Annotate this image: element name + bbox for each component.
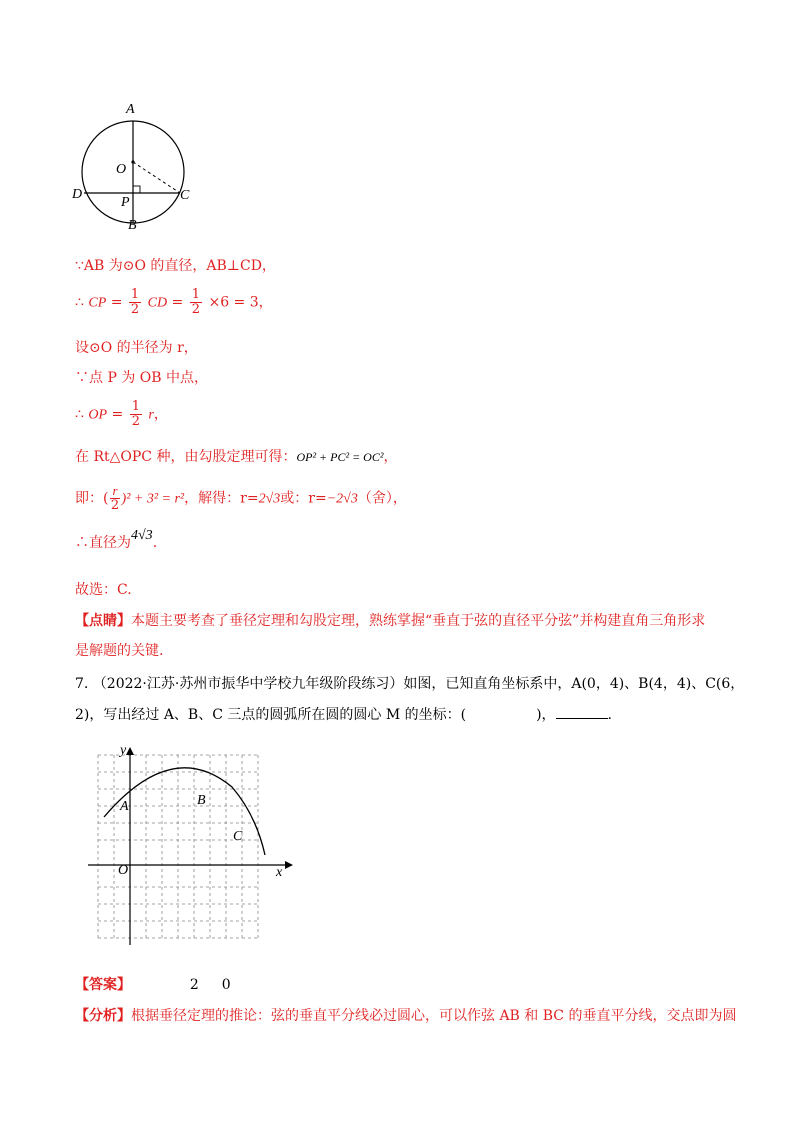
answer-y: 0: [221, 977, 231, 993]
label-d: D: [72, 187, 83, 202]
solution-line-9: 故选：C.: [75, 582, 132, 598]
comment-text: 本题主要考查了垂径定理和勾股定理，熟练掌握“垂直于弦的直径平分弦”并构建直角三角形求: [131, 613, 706, 629]
analysis-line: [75, 1006, 736, 1026]
or-text: 或：r=: [280, 490, 327, 507]
answer-tag: 【答案】: [75, 977, 131, 993]
fraction-half: [190, 288, 202, 317]
frac-den: 2: [110, 498, 120, 513]
origin-label: O: [118, 863, 129, 878]
analysis-tag: 【分析】: [75, 1008, 131, 1024]
solve-text: ，解得：r=: [184, 490, 259, 507]
solution-line-2: [75, 288, 273, 317]
solution-line-5: [75, 400, 168, 429]
r-symbol: r: [148, 407, 154, 423]
equation-body: )² + 3² = r²: [121, 491, 185, 507]
answer-blank[interactable]: [556, 704, 608, 719]
punctuation: ，: [383, 449, 398, 465]
comment-line-2: 是解题的关键.: [75, 643, 164, 659]
punctuation: ，: [153, 406, 168, 423]
axis-x-label: x: [276, 865, 283, 880]
grid-figure: [80, 745, 300, 950]
diameter-text: ∴直径为: [75, 535, 131, 551]
diameter-value: 4√3: [131, 528, 153, 543]
problem-paren-close: )，: [536, 707, 556, 723]
comment-line-1: [75, 611, 705, 631]
fraction-half: [130, 400, 142, 429]
solution-line-1: ∵AB 为⊙O 的直径，AB⊥CD，: [75, 258, 276, 274]
circle-diagram: [70, 100, 210, 240]
equation-open: 即：(: [75, 490, 109, 507]
pythagoras-intro: 在 Rt△OPC 种，由勾股定理可得：: [75, 449, 297, 465]
fraction-r-half: [110, 484, 119, 513]
equals-sign: =: [171, 294, 184, 311]
fraction-half: [129, 288, 141, 317]
frac-den: 2: [131, 414, 140, 429]
point-c-label: C: [233, 829, 243, 844]
frac-num: r: [112, 483, 118, 498]
punctuation: .: [152, 535, 158, 551]
label-o: O: [116, 162, 127, 177]
problem-line-1: 7. （2022·江苏·苏州市振华中学校九年级阶段练习）如图，已知直角坐标系中，A(0，4)、B(4，4)、C(6，: [75, 676, 745, 692]
therefore-symbol: ∴: [75, 406, 84, 423]
expression-tail: ×6 = 3: [208, 294, 259, 311]
label-b: B: [128, 218, 137, 233]
problem-line-2: [75, 704, 612, 725]
rejected-note: （舍），: [357, 490, 407, 507]
axis-y-label: y: [120, 743, 127, 758]
frac-num: 1: [131, 399, 140, 414]
comment-tag: 【点睛】: [75, 613, 131, 629]
frac-num: 1: [191, 287, 201, 302]
analysis-text: 根据垂径定理的推论：弦的垂直平分线必过圆心，可以作弦 AB 和 BC 的垂直平分线，交点即为圆: [131, 1008, 737, 1024]
point-a-label: A: [120, 799, 129, 814]
therefore-symbol: ∴: [75, 294, 84, 311]
op-symbol: OP: [88, 407, 108, 423]
solution-line-7: [75, 484, 407, 513]
cd-symbol: CD: [147, 295, 168, 311]
solution-line-4: ∵点 P 为 OB 中点，: [75, 370, 208, 386]
frac-num: 1: [130, 287, 140, 302]
answer-x: 2: [189, 977, 199, 993]
solution-line-3: 设⊙O 的半径为 r，: [75, 340, 198, 356]
root-negative: −2√3: [326, 491, 358, 507]
label-a: A: [126, 102, 135, 117]
solution-line-8: [75, 528, 158, 554]
point-b-label: B: [197, 793, 206, 808]
equals-sign: =: [110, 294, 123, 311]
cp-symbol: CP: [88, 295, 107, 311]
punctuation: ，: [258, 294, 273, 311]
frac-den: 2: [191, 302, 201, 317]
coordinate-grid: [80, 745, 300, 950]
equals-sign: =: [111, 406, 124, 423]
root-positive: 2√3: [258, 491, 281, 507]
answer-line: [75, 975, 231, 995]
label-c: C: [180, 188, 190, 203]
label-p: P: [121, 195, 130, 210]
frac-den: 2: [130, 302, 140, 317]
solution-line-6: [75, 447, 397, 467]
problem-question: 2)，写出经过 A、B、C 三点的圆弧所在圆的圆心 M 的坐标：(: [75, 707, 467, 723]
pythagoras-equation: OP² + PC² = OC²: [296, 450, 384, 464]
punctuation: .: [607, 707, 612, 723]
circle-figure: [70, 100, 210, 240]
